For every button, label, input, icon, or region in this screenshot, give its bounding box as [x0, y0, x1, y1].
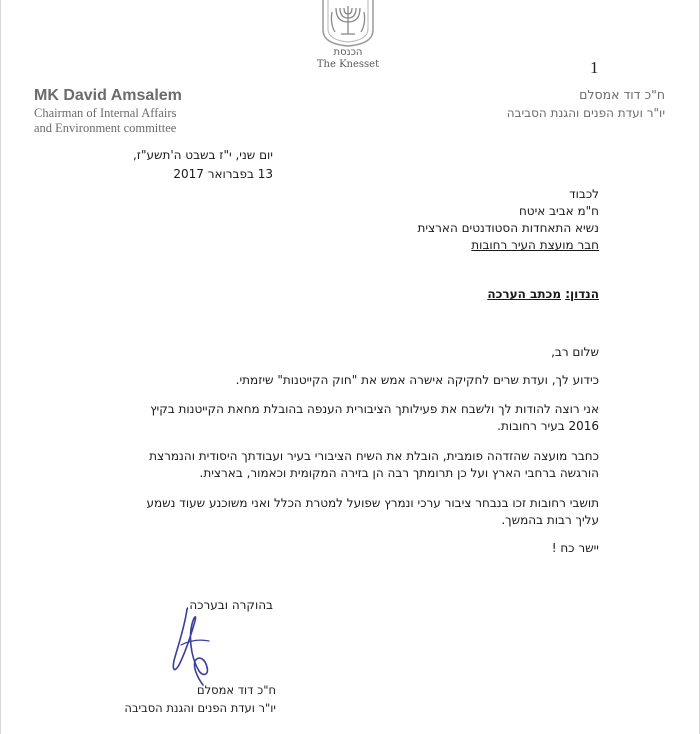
english-letterhead: [34, 86, 182, 136]
knesset-english-caption: The Knesset: [316, 59, 380, 70]
paragraph-1: כידוע לך, ועדת שרים לחקיקה אישרה אמש את "חוק הקייטנות" שיזמתי.: [235, 373, 599, 387]
regards: בהוקרה ובערכה,: [185, 598, 273, 612]
subject-text: מכתב הערכה: [487, 287, 562, 301]
knesset-hebrew-caption: הכנסת: [333, 47, 363, 58]
handwritten-signature: [159, 605, 229, 690]
english-role-line-1: Chairman of Internal Affairs: [34, 106, 177, 120]
hebrew-date: יום שני, י"ז בשבט ה'תשע"ז,: [132, 148, 273, 162]
gregorian-date: 13 בפברואר 2017: [173, 167, 273, 181]
subject-label: הנדון:: [565, 287, 599, 301]
page-mark: 1: [590, 58, 599, 77]
recipient-title: נשיא התאחדות הסטודנטים הארצית: [417, 221, 599, 235]
greeting: שלום רב,: [551, 345, 599, 359]
paragraph-3: כחבר מועצה שהזדהה פומבית, הובלת את השיח הציבורי בעיר ועבודתך היסודית והנמרצת הורגשה ברחבי הארץ ועל כן תרומתך רבה הן בזירה המקומית וכאמור, בארצית.: [149, 449, 599, 480]
signatory-name: ח"כ דוד אמסלם: [196, 683, 276, 697]
hebrew-role: יו"ר ועדת הפנים והגנת הסביבה: [506, 106, 665, 120]
paragraph-2: אני רוצה להודות לך ולשבח את פעילותך הציבורית הענפה בהובלת מחאת הקייטנות בקיץ 2016 בעיר רחובות.: [150, 402, 599, 433]
recipient-block: [417, 186, 599, 254]
subject-line: [487, 286, 599, 302]
signatory-role: יו"ר ועדת הפנים והגנת הסביבה: [124, 701, 276, 715]
english-name: MK David Amsalem: [34, 87, 182, 104]
hebrew-name: ח"כ דוד אמסלם: [579, 87, 665, 102]
knesset-menorah-emblem: [319, 0, 377, 48]
recipient-name: ח"מ אביב איטח: [518, 204, 599, 218]
paragraph-4: תושבי רחובות זכו בנבחר ציבור ערכי ונמרץ שפועל למטרת הכלל ואני משוכנע שעוד נשמע עליך רבות בהמשך.: [146, 496, 599, 527]
recipient-council: חבר מועצת העיר רחובות: [471, 238, 599, 252]
hebrew-letterhead: [507, 86, 665, 122]
recipient-salutation: לכבוד: [569, 187, 599, 201]
english-role-line-2: and Environment committee: [34, 121, 177, 135]
closing-line: יישר כח !: [551, 541, 599, 555]
